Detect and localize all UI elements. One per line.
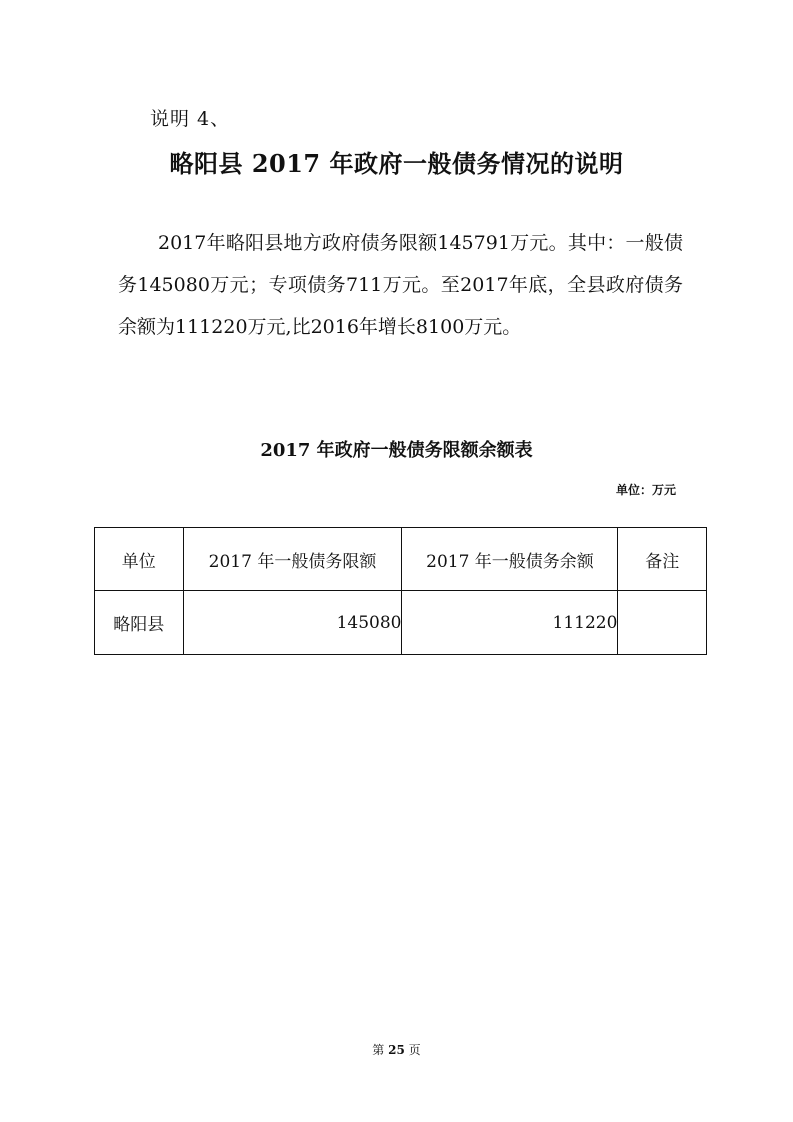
table-title: 2017 年政府一般债务限额余额表: [260, 440, 533, 461]
header-balance: 2017 年一般债务余额: [402, 528, 618, 591]
page-prefix: 第: [372, 1043, 385, 1057]
note-label: 说明 4、: [150, 108, 231, 130]
cell-limit: 145080: [183, 591, 402, 655]
header-limit: 2017 年一般债务限额: [183, 528, 402, 591]
table-row: [95, 591, 707, 655]
cell-unit: 略阳县: [95, 591, 184, 655]
header-unit: 单位: [95, 528, 184, 591]
page-suffix: 页: [408, 1043, 421, 1057]
debt-table: [94, 527, 707, 655]
cell-remark: [618, 591, 707, 655]
page-title: 略阳县 2017 年政府一般债务情况的说明: [169, 149, 624, 178]
page-number: [0, 1041, 793, 1058]
unit-label: 单位：万元: [615, 483, 676, 497]
cell-balance: 111220: [402, 591, 618, 655]
table-body: [95, 591, 707, 655]
body-paragraph: 2017年略阳县地方政府债务限额145791万元。其中：一般债务145080万元；专项债务711万元。至2017年底，全县政府债务余额为111220万元,比2016年增长8100万元。: [118, 232, 683, 338]
header-remark: 备注: [618, 528, 707, 591]
table-header: [95, 528, 707, 591]
page-number-value: 25: [388, 1043, 405, 1057]
header-row: [95, 528, 707, 591]
